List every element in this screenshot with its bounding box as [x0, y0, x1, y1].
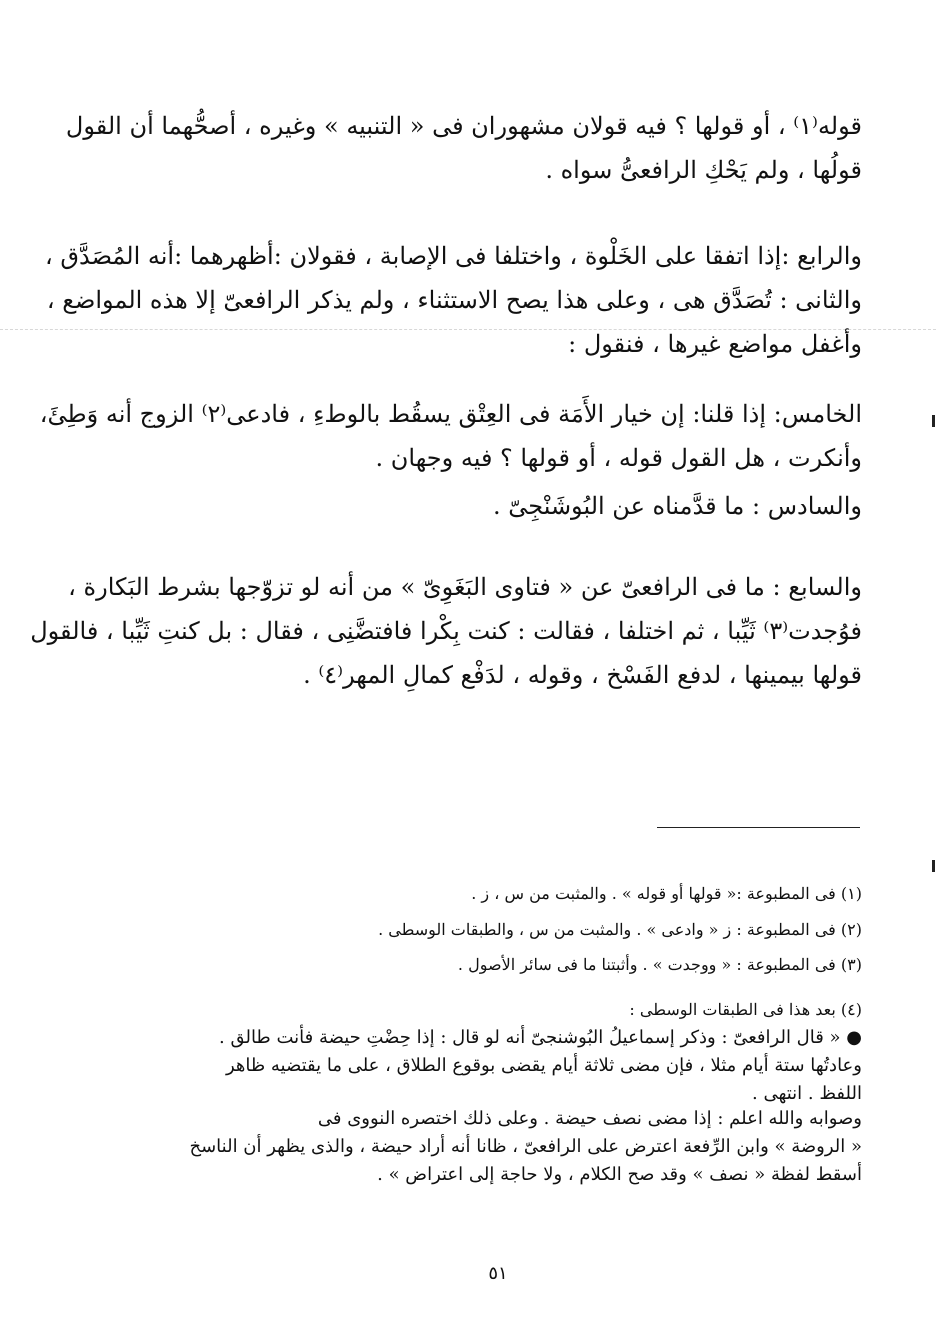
margin-mark	[932, 860, 935, 872]
footnote-text: أسقط لفظة « نصف » وقد صح الكلام ، ولا حاجة إلى اعتراض » .	[377, 1164, 862, 1185]
footnote-3	[138, 951, 862, 979]
page-number: ٥١	[488, 1263, 508, 1284]
margin-mark	[932, 415, 935, 427]
text-line: الخامس: إذا قلنا: إن خيار الأَمَة فى العِتْق يسقُط بالوطءِ ، فادعى⁽٢⁾ الزوج أنه وَطِئَ،	[39, 400, 862, 428]
text-line: والسادس : ما قدَّمناه عن البُوشَنْجِىّ .	[492, 492, 862, 520]
footnote-text: (١) فى المطبوعة :« قولها أو قوله » . والمثبت من س ، ز .	[471, 884, 862, 903]
footnote-text: اللفظ . انتهى .	[752, 1083, 862, 1104]
paragraph-3	[39, 392, 862, 480]
text-line: وأغفل مواضع غيرها ، فنقول :	[568, 330, 862, 358]
paragraph-2	[44, 234, 862, 366]
footnote-text: وعادتُها ستة أيام مثلا ، فإن مضى ثلاثة أيام يقضى بوقوع الطلاق ، على ما يقتضيه ظاهر	[225, 1055, 862, 1076]
footnote-text: (٣) فى المطبوعة : « ووجدت » . وأثبتنا ما فى سائر الأصول .	[457, 955, 862, 974]
text-line: والثانى : تُصَدَّق هى ، وعلى هذا يصح الاستثناء ، ولم يذكر الرافعىّ إلا هذه المواضع ،	[46, 286, 862, 314]
footnote-4-quote	[138, 1024, 862, 1108]
text-line: وأنكرت ، هل القول قوله ، أو قولها ؟ فيه وجهان .	[375, 444, 862, 472]
text-line: قولُها ، ولم يَحْكِ الرافعىُّ سواه .	[545, 156, 862, 184]
footnote-4-commentary	[138, 1105, 862, 1189]
paragraph-1	[65, 104, 862, 192]
text-line: قوله⁽١⁾ ، أو قولها ؟ فيه قولان مشهوران فى « التنبيه » وغيره ، أصحُّهما أن القول	[65, 112, 862, 140]
paragraph-4	[138, 484, 862, 528]
text-line: والسابع : ما فى الرافعىّ عن « فتاوى البَغَوِىّ » من أنه لو تزوّجها بشرط البَكارة ،	[68, 573, 862, 601]
footnote-separator	[657, 827, 860, 828]
footnote-1	[138, 880, 862, 908]
text-line: والرابع :إذا اتفقا على الخَلْوة ، واختلفا فى الإصابة ، فقولان :أظهرهما :أنه المُصَدَّق ،	[44, 242, 862, 270]
footnote-4	[138, 996, 862, 1024]
footnote-text: « الروضة » وابن الرِّفعة اعترض على الرافعىّ ، ظانا أنه أراد حيضة ، والذى يظهر أن الناسخ	[189, 1136, 862, 1157]
footnote-2	[138, 916, 862, 944]
footnote-text: ● « قال الرافعىّ : وذكر إسماعيلُ البُوشنجىّ أنه لو قال : إذا حِضْتِ حيضة فأنت طالق .	[219, 1027, 862, 1048]
text-line: فوُجدت⁽٣⁾ ثَيِّبا ، ثم اختلفا ، فقالت : كنت بِكْرا فافتضَّنِى ، فقال : بل كنتِ ثَيِّبا ، فالقول	[30, 617, 862, 645]
paragraph-5	[30, 565, 862, 697]
footnote-text: (٤) بعد هذا فى الطبقات الوسطى :	[629, 1000, 862, 1019]
footnote-text: وصوابه والله اعلم : إذا مضى نصف حيضة . وعلى ذلك اختصره النووى فى	[317, 1108, 862, 1129]
text-line: قولها بيمينها ، لدفع الفَسْخ ، وقوله ، لدَفْع كمالِ المهر⁽٤⁾ .	[303, 661, 862, 689]
footnote-text: (٢) فى المطبوعة : ز « وادعى » . والمثبت من س ، والطبقات الوسطى .	[378, 920, 862, 939]
